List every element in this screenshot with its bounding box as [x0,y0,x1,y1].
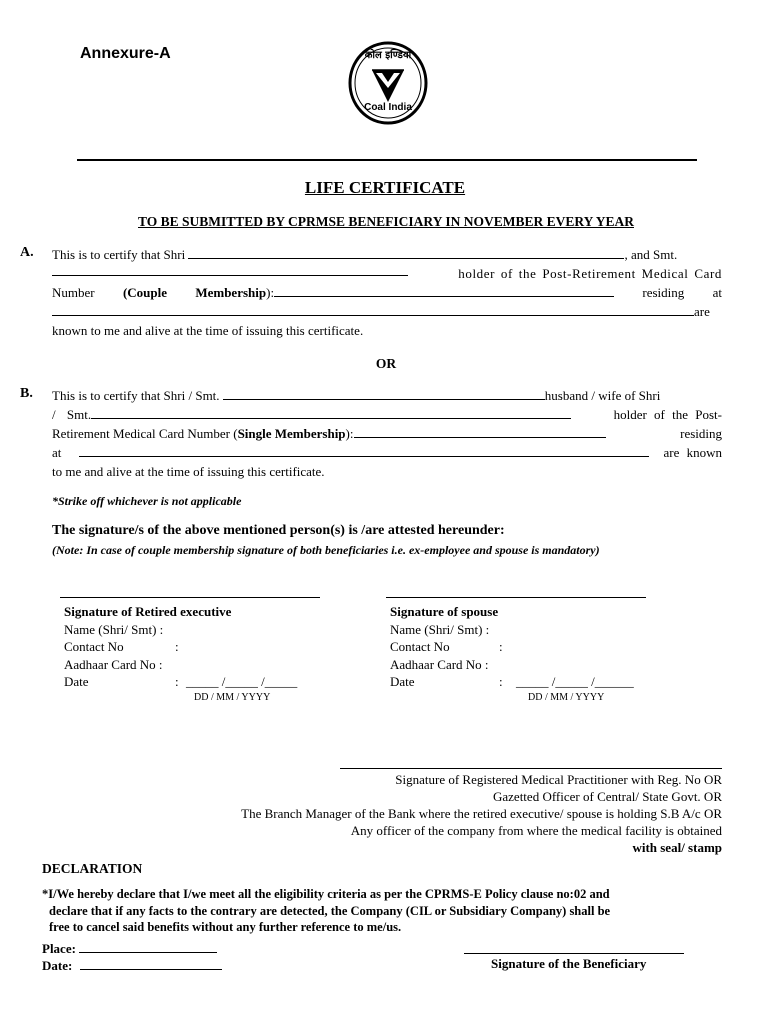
section-b-residing: residing [680,426,722,441]
single-address-field[interactable] [79,445,649,457]
certificate-subtitle: TO BE SUBMITTED BY CPRMSE BENEFICIARY IN NOVEMBER EVERY YEAR [138,214,634,229]
left-signature-title: Signature of Retired executive [64,604,232,619]
section-b-line5: to me and alive at the time of issuing this certificate. [52,464,325,479]
section-a-line1-pre: This is to certify that Shri [52,247,186,262]
shri-smt-name-field[interactable] [223,388,545,400]
section-a-number-label: Number [52,285,95,300]
shri-name-field[interactable] [188,247,624,259]
section-b-line2-post: holder of the Post- [613,407,722,422]
left-signature-line [60,597,320,598]
left-date-label: Date [64,674,89,689]
left-date-colon: : [175,674,179,689]
or-separator: OR [375,356,397,371]
strike-off-note: *Strike off whichever is not applicable [52,494,242,508]
header-rule [77,159,697,161]
annexure-label: Annexure-A [80,45,171,62]
left-date-format: DD / MM / YYYY [194,691,271,703]
declaration-heading: DECLARATION [42,861,143,876]
practitioner-line5: with seal/ stamp [632,840,722,855]
section-b-line4-post: are known [663,445,722,460]
practitioner-line2: Gazetted Officer of Central/ State Govt. OR [493,789,722,804]
declaration-line3: free to cancel said benefits without any further reference to me/us. [49,920,402,934]
right-date-field[interactable]: _____ /_____ /______ [516,674,634,689]
section-a-line2-post: holder of the Post-Retirement Medical Card [458,266,722,281]
right-date-colon: : [499,674,503,689]
logo-top-text: कोल इण्डिया [364,50,412,61]
beneficiary-signature-line[interactable] [464,953,684,954]
right-contact-label: Contact No [390,639,450,654]
attest-heading: The signature/s of the above mentioned person(s) is /are attested hereunder: [52,523,505,538]
section-b-at: at [52,445,62,460]
footer-left [42,940,222,974]
right-signature-block [390,603,690,705]
left-name-label: Name (Shri/ Smt) : [64,621,164,637]
spouse-name-field[interactable] [91,407,571,419]
right-signature-line [386,597,646,598]
couple-address-field[interactable] [52,304,694,316]
right-date-format: DD / MM / YYYY [528,691,605,703]
section-b-line1-post: husband / wife of Shri [544,388,661,403]
attest-note: (Note: In case of couple membership signature of both beneficiaries i.e. ex-employee and spouse is mandatory) [52,543,600,557]
practitioner-signature-line [340,768,722,769]
logo-bottom-text: Coal India [364,102,412,113]
practitioner-block [100,771,722,856]
section-b-line1-pre: This is to certify that Shri / Smt. [52,388,220,403]
smt-name-field[interactable] [52,264,408,276]
right-contact-colon: : [499,639,503,654]
place-label: Place: [42,941,76,956]
single-card-number-field[interactable] [354,426,606,438]
left-contact-colon: : [175,639,179,654]
practitioner-line1: Signature of Registered Medical Practitioner with Reg. No OR [395,772,722,787]
left-aadhaar-label: Aadhaar Card No : [64,656,163,672]
date-field[interactable] [80,958,222,970]
section-a-line1-post: , and Smt. [624,247,678,262]
section-b-single-membership: Single Membership [237,426,346,441]
coal-india-logo [346,40,430,126]
right-aadhaar-label: Aadhaar Card No : [390,656,489,672]
section-a-membership-label: Membership [195,285,267,300]
section-a-residing: residing [642,285,685,300]
left-contact-label: Contact No [64,639,124,654]
right-name-label: Name (Shri/ Smt) : [390,621,490,637]
left-signature-block [64,603,364,705]
right-signature-title: Signature of spouse [390,604,499,619]
beneficiary-signature-label: Signature of the Beneficiary [491,956,647,971]
certificate-title: LIFE CERTIFICATE [304,178,466,197]
couple-card-number-field[interactable] [274,285,614,297]
left-date-field[interactable]: _____ /_____ /_____ [186,674,298,689]
section-a-couple-label: (Couple [122,285,167,300]
section-b-marker: B. [20,386,33,401]
place-field[interactable] [79,941,217,953]
section-a-marker: A. [20,245,34,260]
right-date-label: Date [390,674,415,689]
declaration-line1: *I/We hereby declare that I/we meet all the eligibility criteria as per the CPRMS-E Policy clause no:02 and [42,887,610,901]
declaration-body [42,886,732,936]
declaration-line2: declare that if any facts to the contrary are detected, the Company (CIL or Subsidiary Company) shall be [49,903,611,918]
section-b-text [52,386,722,481]
section-b-close: ): [345,426,354,441]
section-b-line2-pre: / Smt. [52,407,92,422]
section-b-line3-pre: Retirement Medical Card Number ( [52,426,238,441]
section-a-at: at [712,285,722,300]
date-label: Date: [42,958,73,973]
section-a-close: ): [266,285,275,300]
section-a-line5: known to me and alive at the time of issuing this certificate. [52,323,364,338]
section-a-text [52,245,722,340]
practitioner-line4: Any officer of the company from where the medical facility is obtained [350,823,722,838]
section-a-are: are [694,304,710,319]
practitioner-line3: The Branch Manager of the Bank where the retired executive/ spouse is holding S.B A/c OR [241,806,722,821]
